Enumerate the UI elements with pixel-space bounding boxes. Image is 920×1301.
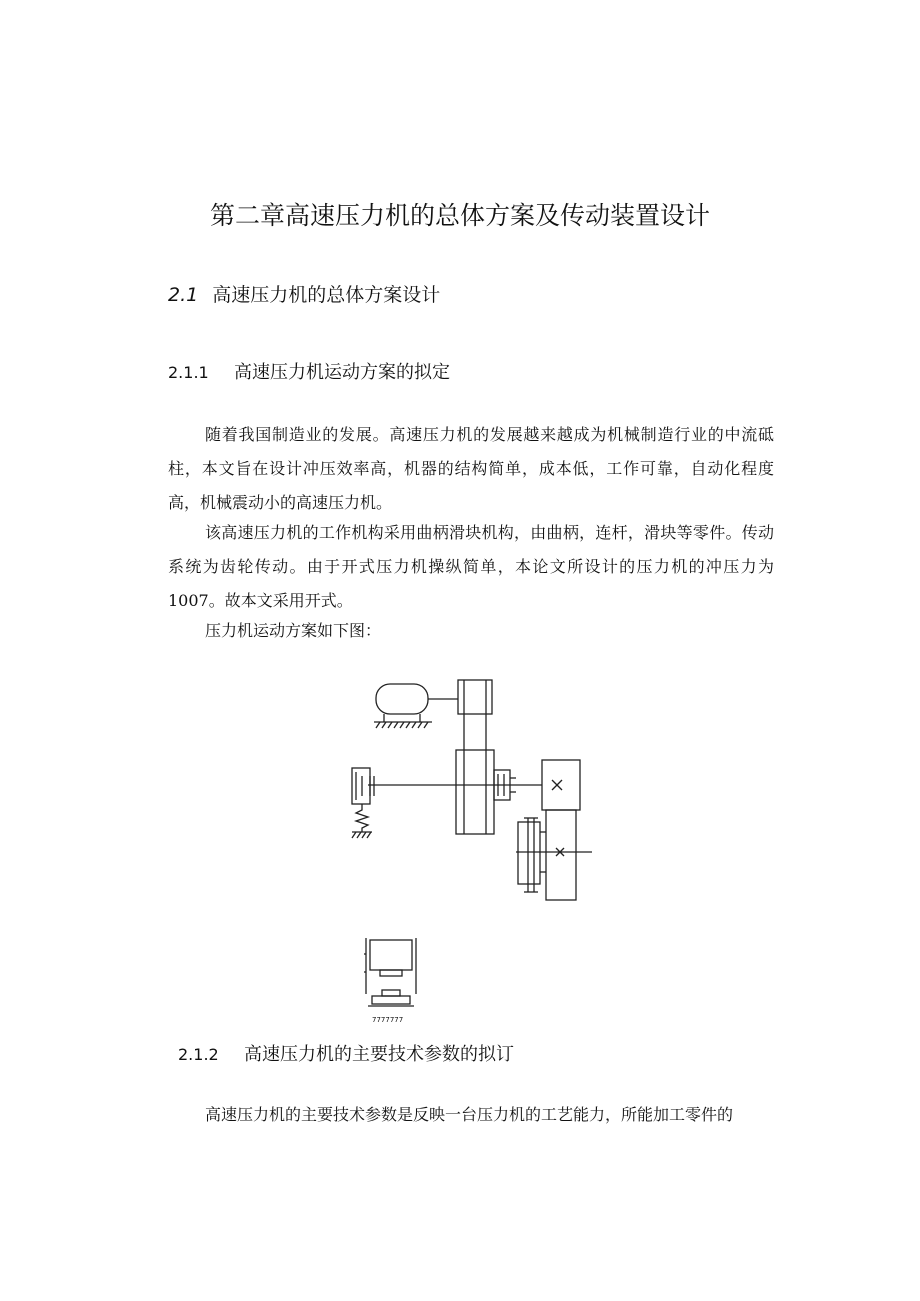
motor-body: [376, 684, 428, 714]
section-title: 高速压力机的总体方案设计: [212, 284, 441, 306]
die: [382, 990, 400, 996]
subsection-number: 2.1.1: [168, 363, 209, 382]
kinematic-scheme-diagram: [340, 672, 620, 1032]
paragraph: 随着我国制造业的发展。高速压力机的发展越来越成为机械制造行业的中流砥柱，本文旨在设计冲压效率高，机器的结构简单，成本低，工作可靠，自动化程度高，机械震动小的高速压力机。: [168, 425, 774, 512]
small-pulley: [458, 680, 492, 714]
subsection-heading-1: [168, 358, 450, 384]
chapter-title: 第二章高速压力机的总体方案及传动装置设计: [209, 201, 710, 230]
flywheel: [456, 750, 494, 834]
subsection-heading-2: [178, 1040, 514, 1066]
crank: [518, 822, 540, 884]
paragraph: 该高速压力机的工作机构采用曲柄滑块机构，由曲柄，连杆，滑块等零件。传动系统为齿轮传动。由于开式压力机操纵简单，本论文所设计的压力机的冲压力为1007。故本文采用开式。: [168, 523, 774, 610]
subsection-title: 高速压力机的主要技术参数的拟订: [244, 1044, 514, 1065]
bolster: [372, 996, 410, 1004]
paragraph: 压力机运动方案如下图：: [205, 621, 382, 640]
subsection-number: 2.1.2: [178, 1045, 219, 1064]
section-number: 2.1: [168, 284, 199, 306]
brake: [352, 768, 370, 804]
big-gear: [546, 810, 576, 900]
figure-ground-label: 7777777: [372, 1016, 404, 1024]
paragraph: 高速压力机的主要技术参数是反映一台压力机的工艺能力，所能加工零件的: [205, 1105, 734, 1124]
subsection-title: 高速压力机运动方案的拟定: [234, 362, 450, 383]
slide-block: [370, 940, 412, 970]
pinion-gear: [542, 760, 580, 810]
section-heading: [168, 280, 440, 307]
